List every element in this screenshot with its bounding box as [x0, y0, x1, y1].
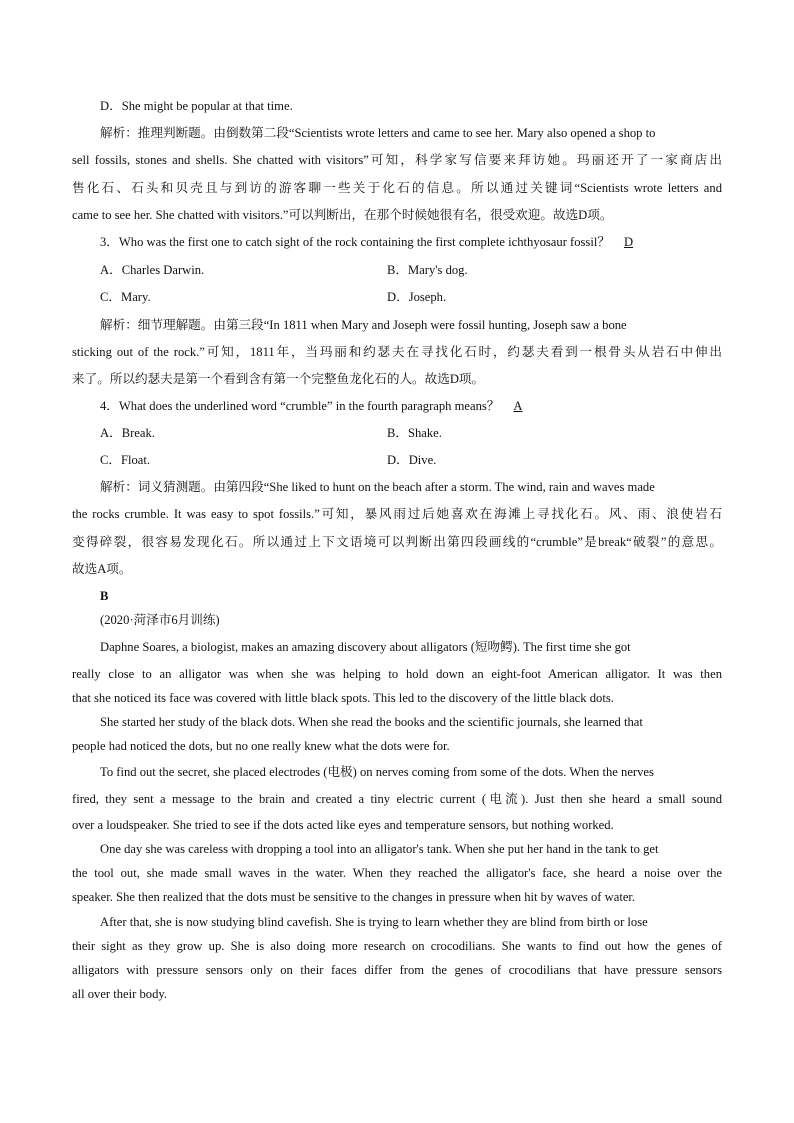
analysis-line: the rocks crumble. It was easy to spot fossils.”可知，暴风雨过后她喜欢在海滩上寻找化石。风、雨、浪使岩石 [72, 507, 722, 521]
option-b: B．Mary's dog. [387, 263, 468, 277]
question-3 [100, 234, 722, 250]
option-c: C．Float. [100, 453, 151, 467]
answer-blank: A [513, 399, 523, 413]
passage-line: alligators with pressure sensors only on their faces differ from the genes of crocodilians that have pressure sensors [72, 963, 722, 977]
passage-line: over a loudspeaker. She tried to see if the dots acted like eyes and temperature sensors, but nothing worked. [72, 818, 614, 832]
passage-line: their sight as they grow up. She is also doing more research on crocodilians. She wants to find out how the genes of [72, 939, 722, 953]
analysis-line: 解析：细节理解题。由第三段“In 1811 when Mary and Joseph were fossil hunting, Joseph saw a bone [100, 318, 627, 332]
passage-line: After that, she is now studying blind cavefish. She is trying to learn whether they are blind from birth or lose [100, 915, 648, 929]
option-row [100, 289, 722, 305]
passage-line: really close to an alligator was when she was helping to hold down an eight-foot American alligator. It was then [72, 667, 722, 681]
question-stem: 3．Who was the first one to catch sight of the rock containing the first complete ichthyosaur fossil？ [100, 235, 610, 249]
analysis-line: 来了。所以约瑟夫是第一个看到含有第一个完整鱼龙化石的人。故选D项。 [72, 372, 485, 386]
option-a: A．Break. [100, 426, 155, 440]
option-d: D．Joseph. [387, 290, 447, 304]
passage-line: Daphne Soares, a biologist, makes an amazing discovery about alligators (短吻鳄). The first time she got [100, 640, 631, 654]
passage-line: all over their body. [72, 987, 168, 1001]
option-b: B．Shake. [387, 426, 442, 440]
question-stem: 4．What does the underlined word “crumble” in the fourth paragraph means？ [100, 399, 500, 413]
passage-line: that she noticed its face was covered with little black spots. This led to the discovery of the little black dots. [72, 691, 614, 705]
passage-line: To find out the secret, she placed electrodes (电极) on nerves coming from some of the dots. When the nerves [100, 765, 654, 779]
analysis-line: 解析：词义猜测题。由第四段“She liked to hunt on the beach after a storm. The wind, rain and waves made [100, 480, 655, 494]
passage-line: the tool out, she made small waves in the water. When they reached the alligator's face, she heard a noise over the [72, 866, 722, 880]
option-row [100, 425, 722, 441]
passage-line: She started her study of the black dots. When she read the books and the scientific journals, she learned that [100, 715, 643, 729]
passage-line: fired, they sent a message to the brain and created a tiny electric current (电流). Just then she heard a small sound [72, 792, 722, 806]
section-heading: B [100, 589, 109, 603]
option-c: C．Mary. [100, 290, 151, 304]
source-note: (2020·菏泽市6月训练) [100, 613, 220, 627]
analysis-line: 故选A项。 [72, 562, 132, 576]
question-4 [100, 398, 722, 414]
option-d: D．Dive. [387, 453, 437, 467]
passage-line: speaker. She then realized that the dots must be sensitive to the changes in pressure when hit by waves of water. [72, 890, 636, 904]
passage-line: One day she was careless with dropping a tool into an alligator's tank. When she put her hand in the tank to get [100, 842, 659, 856]
option-row [100, 452, 722, 468]
analysis-line: 解析：推理判断题。由倒数第二段“Scientists wrote letters and came to see her. Mary also opened a shop to [100, 126, 656, 140]
option-d-previous: D．She might be popular at that time. [100, 99, 293, 113]
analysis-line: 售化石、石头和贝壳且与到访的游客聊一些关于化石的信息。所以通过关键词“Scientists wrote letters and [72, 181, 722, 195]
analysis-line: came to see her. She chatted with visitors.”可以判断出，在那个时候她很有名，很受欢迎。故选D项。 [72, 208, 613, 222]
analysis-line: 变得碎裂，很容易发现化石。所以通过上下文语境可以判断出第四段画线的“crumble”是break“破裂”的意思。 [72, 535, 722, 549]
analysis-line: sell fossils, stones and shells. She chatted with visitors”可知，科学家写信要来拜访她。玛丽还开了一家商店出 [72, 153, 722, 167]
analysis-line: sticking out of the rock.”可知，1811年，当玛丽和约瑟夫在寻找化石时，约瑟夫看到一根骨头从岩石中伸出 [72, 345, 722, 359]
option-a: A．Charles Darwin. [100, 263, 205, 277]
passage-line: people had noticed the dots, but no one really knew what the dots were for. [72, 739, 450, 753]
option-row [100, 262, 722, 278]
answer-blank: D [623, 235, 634, 249]
